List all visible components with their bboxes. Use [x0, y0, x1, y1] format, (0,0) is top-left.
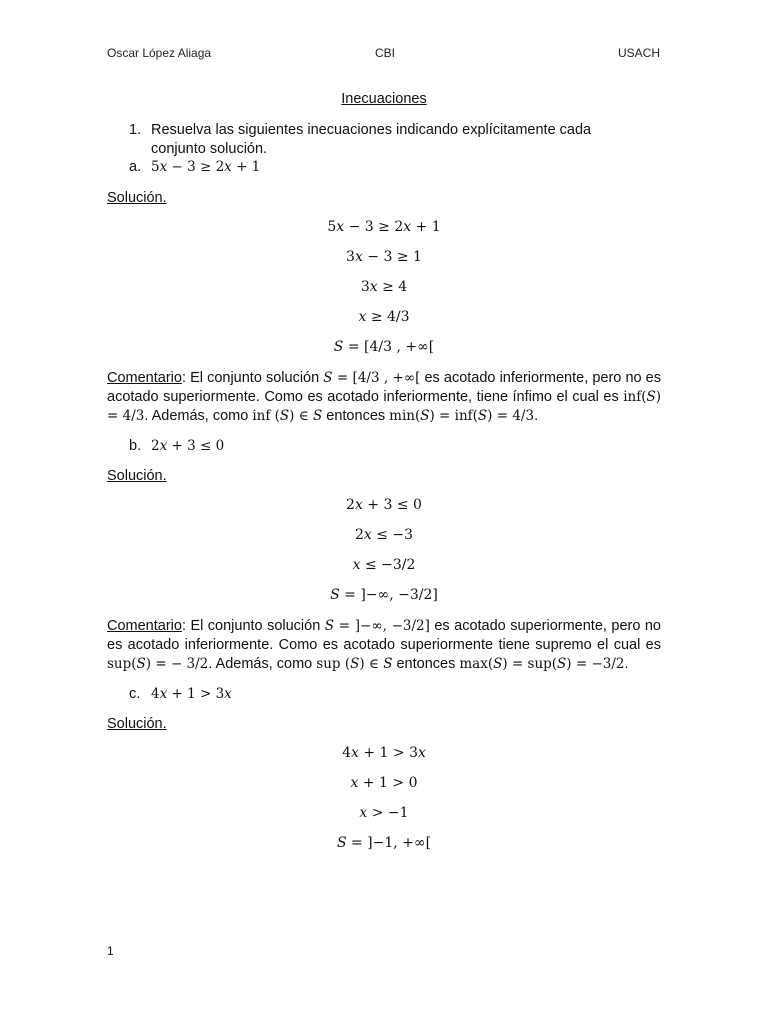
- solution-set: 𝑆 = [4/3 , +∞[: [333, 339, 435, 355]
- item-inequality: 5𝑥 − 3 ≥ 2𝑥 + 1: [151, 159, 261, 175]
- comment-math: max(𝑆) = sup(𝑆) = −3/2: [459, 656, 625, 672]
- item-label: a.: [129, 159, 142, 175]
- question-number: 1.: [129, 122, 142, 138]
- equation-step: 𝑥 + 1 > 0: [350, 775, 418, 791]
- comment-text: : El conjunto solución: [181, 618, 325, 634]
- comment-text: es acotado inferiormente, pero no es acotado superiormente. Como es acotado inferiormente, tiene ínfimo el cual es: [107, 370, 661, 405]
- comment-math: 𝑆 = ]−∞, −3/2]: [324, 618, 430, 634]
- comment-text: . Además, como: [144, 408, 253, 424]
- item-c: [129, 686, 232, 702]
- header-department: CBI: [375, 46, 396, 60]
- solution-label: Solución.: [107, 716, 167, 732]
- comment-label: Comentario: [107, 618, 182, 634]
- item-label: b.: [129, 438, 142, 454]
- comment-math: min(𝑆) = inf(𝑆) = 4/3: [389, 408, 535, 424]
- comment-text: .: [534, 408, 539, 424]
- page-title: Inecuaciones: [341, 91, 427, 107]
- equation-step: 3𝑥 ≥ 4: [360, 279, 408, 295]
- header-author: Oscar López Aliaga: [107, 46, 212, 60]
- equation-step: 5𝑥 − 3 ≥ 2𝑥 + 1: [327, 219, 441, 235]
- header-university: USACH: [617, 46, 660, 60]
- comment-text: : El conjunto solución: [181, 370, 324, 386]
- equation-step: 2𝑥 + 3 ≤ 0: [346, 497, 422, 513]
- item-a: [129, 159, 260, 175]
- comment-text: . Además, como: [208, 656, 317, 672]
- page-number: 1: [107, 944, 114, 958]
- item-inequality: 4𝑥 + 1 > 3𝑥: [151, 686, 232, 702]
- comment-math: sup(𝑆) = − 3/2: [107, 656, 209, 672]
- question-text-cont: conjunto solución.: [151, 141, 268, 157]
- equation-step: 2𝑥 ≤ −3: [354, 527, 414, 543]
- item-b: [129, 438, 224, 454]
- comment-text: entonces: [392, 656, 460, 672]
- comment-text: entonces: [322, 408, 390, 424]
- equation-step: 3𝑥 − 3 ≥ 1: [346, 249, 422, 265]
- comment-math: 𝑆 = [4/3 , +∞[: [323, 370, 421, 386]
- equation-step: 4𝑥 + 1 > 3𝑥: [342, 745, 426, 761]
- question-1: [129, 121, 661, 159]
- equation-step: 𝑥 ≤ −3/2: [352, 557, 416, 573]
- item-inequality: 2𝑥 + 3 ≤ 0: [151, 438, 225, 454]
- question-text: Resuelva las siguientes inecuaciones indicando explícitamente cada: [151, 122, 592, 138]
- solution-set: 𝑆 = ]−∞, −3/2]: [330, 587, 438, 603]
- solution-label: Solución.: [107, 190, 167, 206]
- solution-label: Solución.: [107, 468, 167, 484]
- comment-math: sup (𝑆) ∈ 𝑆: [316, 656, 393, 672]
- comment-label: Comentario: [107, 370, 182, 386]
- solution-set: 𝑆 = ]−1, +∞[: [336, 835, 432, 851]
- equation-step: 𝑥 ≥ 4/3: [358, 309, 410, 325]
- comment-text: es acotado superiormente, pero no es acotado inferiormente. Como es acotado superiormente tiene supremo el cual es: [107, 618, 661, 653]
- equation-step: 𝑥 > −1: [359, 805, 409, 821]
- comment-math: inf (𝑆) ∈ 𝑆: [252, 408, 323, 424]
- item-label: c.: [129, 686, 141, 702]
- comment-a: [107, 369, 661, 426]
- comment-b: [107, 617, 661, 674]
- comment-text: .: [624, 656, 629, 672]
- comment-math: inf(𝑆) = 4/3: [107, 389, 661, 424]
